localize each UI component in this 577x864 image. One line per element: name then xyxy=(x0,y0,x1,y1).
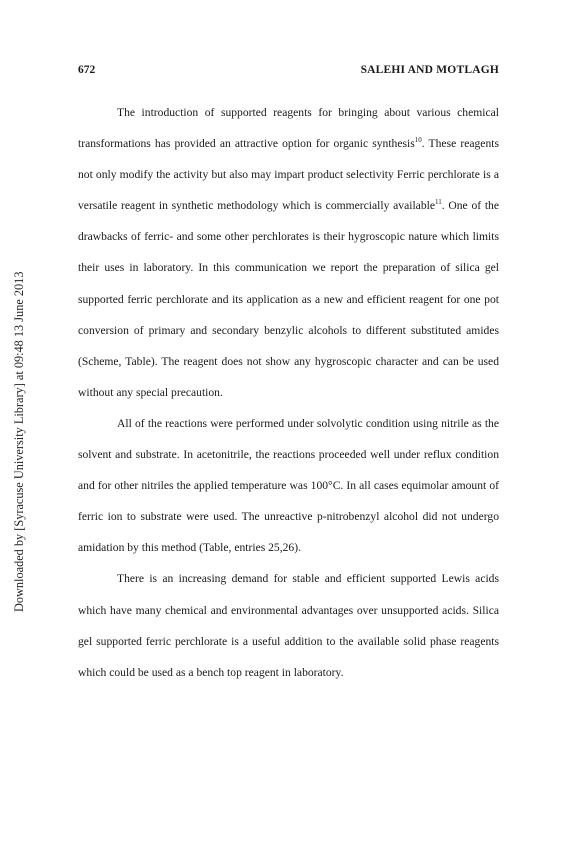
page-header xyxy=(78,64,499,80)
text-run: There is an increasing demand for stable and efficient supported Lewis acids which have many chemical and environmental advantages over unsupported acids. Silica gel supported ferric perchlorate is a useful addition to the available solid phase reagents which could be used as a bench top reagent in laboratory. xyxy=(78,572,499,679)
running-head: SALEHI AND MOTLAGH xyxy=(360,64,499,76)
paragraph-2 xyxy=(78,408,499,563)
article-body xyxy=(78,97,499,688)
paragraph-3 xyxy=(78,563,499,687)
citation-superscript: 10 xyxy=(414,136,422,145)
text-run: . One of the drawbacks of ferric- and some other perchlorates is their hygroscopic nature which limits their uses in laboratory. In this communication we report the preparation of silica gel supported ferric perchlorate and its application as a new and efficient reagent for one pot conversion of primary and secondary benzylic alcohols to different substituted amides (Scheme, Table). The reagent does not show any hygroscopic character and can be used without any special precaution. xyxy=(78,199,499,399)
paragraph-1 xyxy=(78,97,499,408)
page-number: 672 xyxy=(78,64,96,76)
text-run: The introduction of supported reagents for bringing about various chemical transformations has provided an attractive option for organic synthesis xyxy=(78,106,499,151)
download-watermark: Downloaded by [Syracuse University Library] at 09:48 13 June 2013 xyxy=(12,271,26,612)
citation-superscript: 11 xyxy=(435,198,442,207)
text-run: All of the reactions were performed under solvolytic condition using nitrile as the solvent and substrate. In acetonitrile, the reactions proceeded well under reflux condition and for other nitriles the applied temperature was 100°C. In all cases equimolar amount of ferric ion to substrate were used. The unreactive p-nitrobenzyl alcohol did not undergo amidation by this method (Table, entries 25,26). xyxy=(78,416,499,555)
text-run: . These reagents not only modify the activity but also may impart product selectivity Ferric perchlorate is a versatile reagent in synthetic methodology which is commercially available xyxy=(78,137,499,213)
